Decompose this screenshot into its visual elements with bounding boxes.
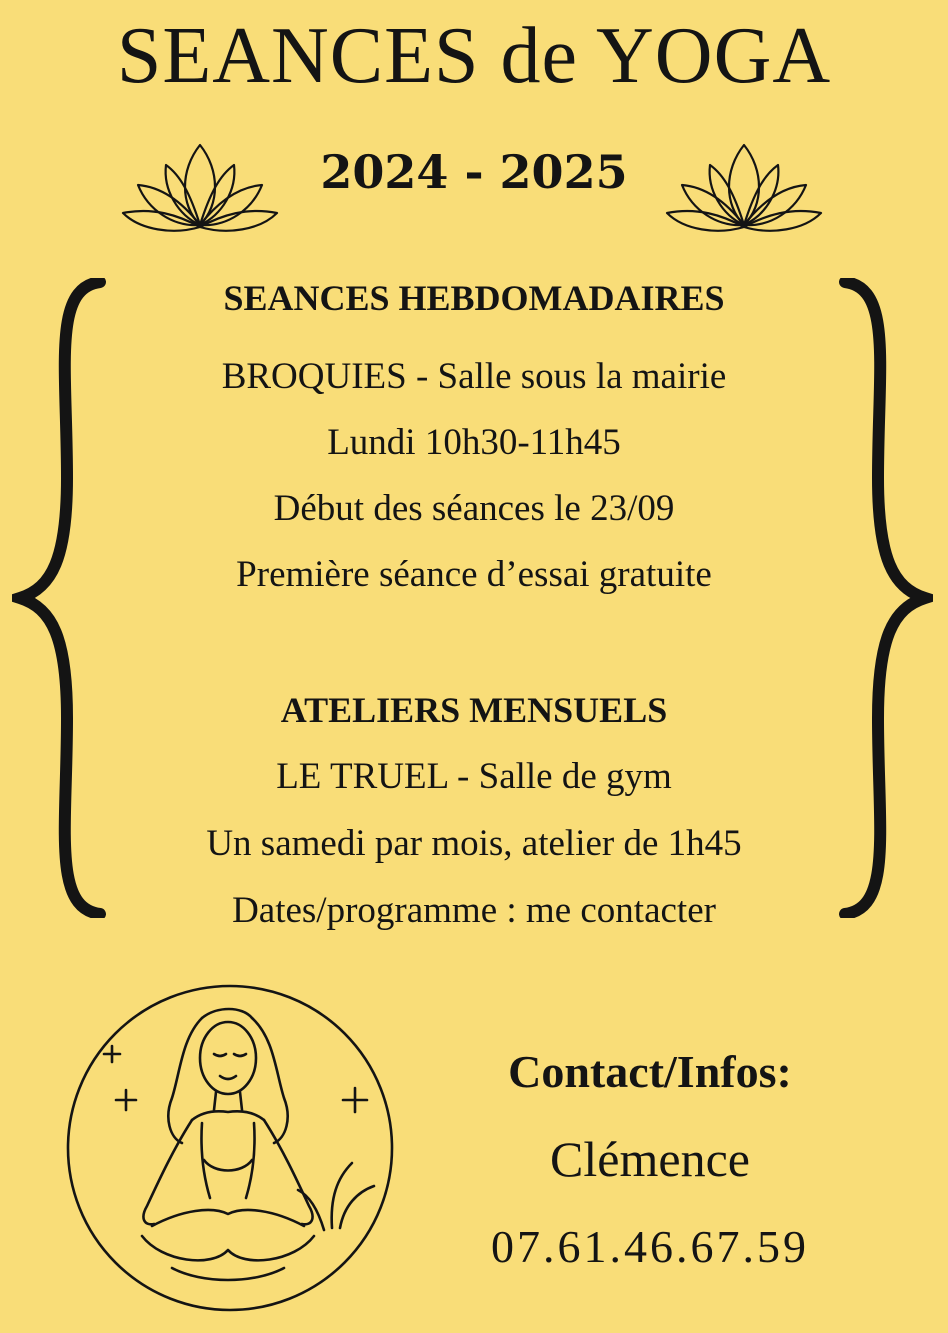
poster-title: SEANCES de YOGA — [116, 12, 832, 100]
weekly-location: BROQUIES - Salle sous la mairie — [221, 356, 727, 397]
contact-heading: Contact/Infos: — [508, 1046, 792, 1097]
meditating-woman-icon — [52, 978, 407, 1313]
weekly-sessions-section — [110, 280, 838, 316]
monthly-schedule: Un samedi par mois, atelier de 1h45 — [206, 823, 742, 864]
contact-phone[interactable]: 07.61.46.67.59 — [491, 1221, 809, 1272]
weekly-heading: SEANCES HEBDOMADAIRES — [223, 278, 725, 318]
weekly-schedule: Lundi 10h30-11h45 — [327, 422, 621, 463]
weekly-trial-note: Première séance d’essai gratuite — [236, 554, 712, 595]
monthly-contact-note: Dates/programme : me contacter — [232, 890, 716, 931]
season-year: 2024 - 2025 — [320, 145, 628, 199]
weekly-start-date: Début des séances le 23/09 — [273, 488, 675, 529]
lotus-icon — [662, 135, 827, 235]
left-curly-brace — [12, 278, 107, 918]
monthly-location: LE TRUEL - Salle de gym — [276, 756, 672, 797]
contact-name: Clémence — [550, 1131, 750, 1187]
right-curly-brace — [838, 278, 933, 918]
monthly-heading: ATELIERS MENSUELS — [280, 690, 668, 730]
